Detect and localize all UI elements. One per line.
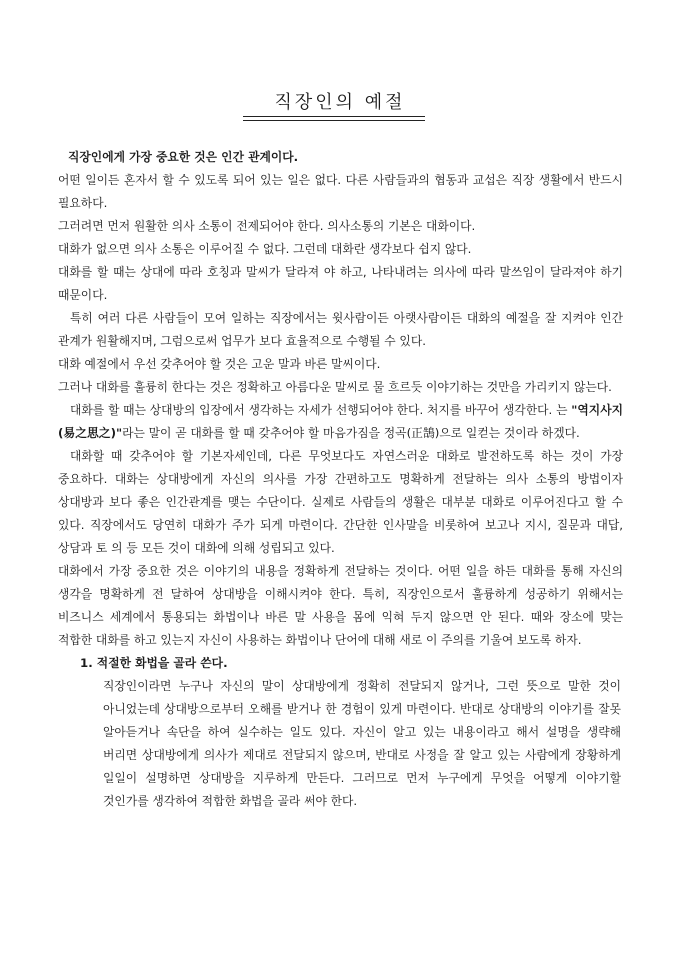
- document-title: 직장인의 예절: [274, 92, 406, 113]
- title-underline-second: [243, 120, 425, 121]
- paragraph: 그러나 대화를 훌륭히 한다는 것은 정확하고 아름다운 말씨로 물 흐르듯 이야기하는 것만을 가리키지 않는다.: [58, 380, 612, 394]
- paragraph: 특히 여러 다른 사람들이 모여 일하는 직장에서는 윗사람이든 아랫사람이든 대화의 예절을 잘 지켜야 인간 관계가 원활해지며, 그럼으로써 업무가 보다 효율적으로 수행될 수 있다.: [58, 311, 623, 348]
- section-body: 직장인이라면 누구나 자신의 말이 상대방에게 정확히 전달되지 않거나, 그런 뜻으로 말한 것이 아니었는데 상대방으로부터 오해를 받거나 한 경험이 있게 마련이다. 반대로 상대방의 이야기를 잘못 알아듣거나 속단을 하여 실수하는 일도 있다. 자신이 알고 있는 내용이라고 해서 설명을 생략해 버리면 상대방에게 의사가 제대로 전달되지 않으며, 반대로 사정을 잘 알고 있는 사람에게 장황하게 일일이 설명하면 상대방을 지루하게 만든다. 그러므로 먼저 누구에게 무엇을 어떻게 이야기할 것인가를 생각하여 적합한 화법을 골라 써야 한다.: [103, 679, 621, 808]
- paragraph-with-quote: [58, 399, 623, 445]
- section-heading: 1. 적절한 화법을 골라 쓴다.: [80, 656, 228, 670]
- title-underline: [243, 116, 425, 117]
- paragraph: 어떤 일이든 혼자서 할 수 있도록 되어 있는 일은 없다. 다른 사람들과의 협동과 교섭은 직장 생활에서 반드시 필요하다.: [58, 173, 623, 210]
- paragraph: 대화 예절에서 우선 갖추어야 할 것은 고운 말과 바른 말씨이다.: [58, 357, 381, 371]
- paragraph-text: 대화를 할 때는 상대방의 입장에서 생각하는 자세가 선행되어야 한다. 처지를 바꾸어 생각한다. 는: [70, 403, 572, 417]
- paragraph: 대화에서 가장 중요한 것은 이야기의 내용을 정확하게 전달하는 것이다. 어떤 일을 하든 대화를 통해 자신의 생각을 명확하게 전 달하여 상대방을 이해시켜야 한다. 특히, 직장인으로서 훌륭하게 성공하기 위해서는 비즈니스 세계에서 통용되는 화법이나 바른 말 사용을 몸에 익혀 두지 않으면 안 된다. 때와 장소에 맞는 적합한 대화를 하고 있는지 자신이 사용하는 화법이나 단어에 대해 새로 이 주의를 기울여 보도록 하자.: [58, 564, 623, 647]
- paragraph: 대화할 때 갖추어야 할 기본자세인데, 다른 무엇보다도 자연스러운 대화로 발전하도록 하는 것이 가장 중요하다. 대화는 상대방에게 자신의 의사를 가장 간편하고도 명확하게 전달하는 의사 소통의 방법이자 상대방과 보다 좋은 인간관계를 맺는 수단이다. 실제로 사람들의 생활은 대부분 대화로 이루어진다고 할 수 있다. 직장에서도 당연히 대화가 주가 되게 마련이다. 간단한 인사말을 비롯하여 보고나 지시, 질문과 대답, 상담과 토 의 등 모든 것이 대화에 의해 성립되고 있다.: [58, 449, 623, 555]
- quoted-idiom: "역지사지(易之思之)": [58, 403, 623, 440]
- paragraph-text: 라는 말이 곧 대화를 할 때 갖추어야 할 마음가짐을 정곡(正鵠)으로 일컫는 것이라 하겠다.: [122, 426, 580, 440]
- paragraph: 대화가 없으면 의사 소통은 이루어질 수 없다. 그런데 대화란 생각보다 쉽지 않다.: [58, 242, 472, 256]
- lead-sentence: 직장인에게 가장 중요한 것은 인간 관계이다.: [68, 150, 299, 164]
- document-body: [58, 146, 623, 813]
- paragraph: 그러려면 먼저 원활한 의사 소통이 전제되어야 한다. 의사소통의 기본은 대화이다.: [58, 219, 476, 233]
- paragraph: 대화를 할 때는 상대에 따라 호칭과 말씨가 달라져 야 하고, 나타내려는 의사에 따라 말쓰임이 달라져야 하기 때문이다.: [58, 265, 623, 302]
